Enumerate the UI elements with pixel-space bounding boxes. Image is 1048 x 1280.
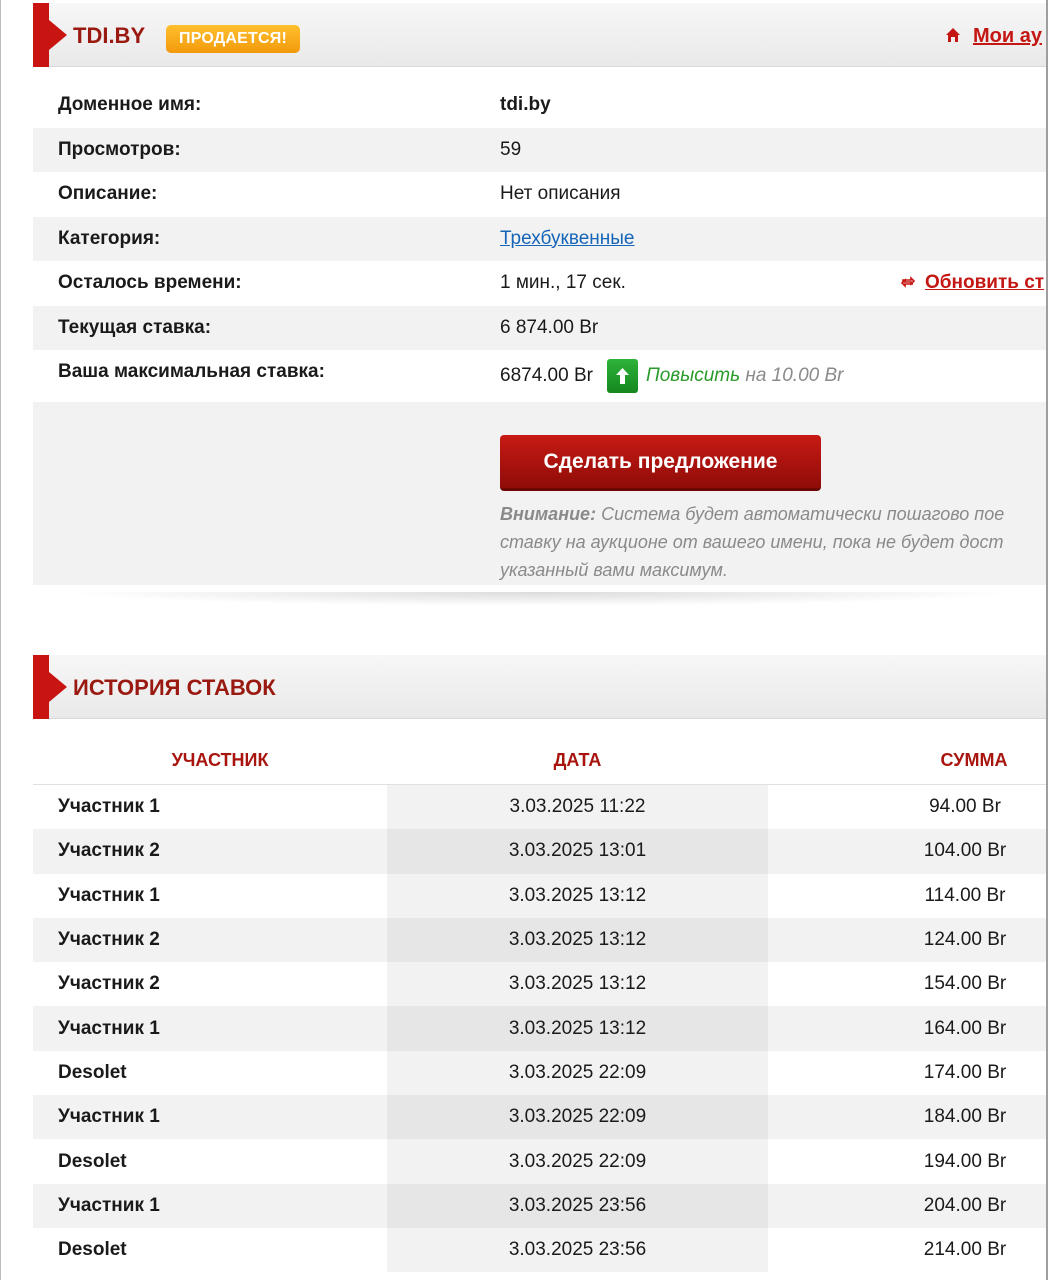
domain-label: Доменное имя:: [58, 94, 202, 116]
refresh-link[interactable]: [901, 272, 1044, 294]
info-row-views: [33, 128, 1048, 173]
raise-link[interactable]: Повысить: [645, 365, 741, 387]
table-row: [33, 1095, 1048, 1139]
amount-cell-text: 104.00 Br: [923, 840, 1007, 862]
history-flag: [33, 655, 49, 719]
participant-cell: [33, 785, 387, 829]
table-row: [33, 918, 1048, 962]
participant-cell-text: Участник 2: [58, 973, 160, 995]
time-left-label: Осталось времени:: [58, 272, 242, 294]
participant-cell-text: Участник 1: [58, 1106, 160, 1128]
column-header-amount[interactable]: СУММА: [940, 750, 1008, 770]
info-row-time-left: [33, 261, 1048, 306]
date-cell-text: 3.03.2025 23:56: [508, 1239, 647, 1261]
panel-shadow: [60, 592, 1020, 606]
date-cell: [387, 918, 768, 962]
category-value: [500, 228, 634, 250]
amount-cell: [768, 918, 1048, 962]
amount-cell: [768, 1095, 1048, 1139]
info-row-current-bid: [33, 306, 1048, 351]
amount-cell-text: 204.00 Br: [923, 1194, 1007, 1216]
date-cell: [387, 962, 768, 1006]
participant-cell-text: Участник 2: [58, 840, 160, 862]
date-cell: [387, 1095, 768, 1139]
description-label: Описание:: [58, 183, 158, 205]
date-cell: [387, 1051, 768, 1095]
my-auctions-link[interactable]: [945, 25, 1042, 48]
date-cell-text: 3.03.2025 13:12: [508, 973, 647, 995]
refresh-label: Обновить ст: [925, 272, 1045, 294]
bid-history-table-header: [33, 734, 1048, 785]
amount-cell: [768, 785, 1048, 829]
participant-cell-text: Desolet: [58, 1239, 127, 1261]
info-row-max-bid: [33, 350, 1048, 402]
bid-history-rows: [33, 785, 1048, 1272]
sale-badge: ПРОДАЕТСЯ!: [166, 25, 300, 53]
participant-cell-text: Участник 2: [58, 929, 160, 951]
amount-cell-text: 124.00 Br: [923, 929, 1007, 951]
participant-cell-text: Участник 1: [58, 796, 160, 818]
amount-cell: [768, 1184, 1048, 1228]
amount-cell: [768, 962, 1048, 1006]
date-cell-text: 3.03.2025 22:09: [508, 1150, 647, 1172]
amount-cell-text: 194.00 Br: [923, 1150, 1007, 1172]
bid-history-header: [33, 655, 1048, 719]
table-row: [33, 962, 1048, 1006]
date-cell: [387, 785, 768, 829]
bid-history-table: [33, 734, 1048, 1272]
site-title: TDI.BY: [73, 23, 146, 48]
header-flag: [33, 3, 49, 67]
table-row: [33, 829, 1048, 873]
my-auctions-label: Мои ау: [973, 25, 1042, 47]
info-row-description: [33, 172, 1048, 217]
category-label: Категория:: [58, 227, 161, 249]
date-cell-text: 3.03.2025 13:12: [508, 884, 647, 906]
domain-value: tdi.by: [500, 94, 551, 116]
date-cell: [387, 829, 768, 873]
current-bid-value: 6 874.00 Br: [500, 316, 599, 338]
refresh-icon: [901, 273, 915, 287]
amount-cell-text: 94.00 Br: [929, 796, 1001, 818]
views-label: Просмотров:: [58, 138, 181, 160]
participant-cell-text: Участник 1: [58, 1194, 160, 1216]
amount-cell: [768, 1139, 1048, 1183]
table-row: [33, 1184, 1048, 1228]
domain-panel-header: [33, 3, 1048, 67]
table-row: [33, 1051, 1048, 1095]
info-row-domain: [33, 83, 1048, 128]
participant-cell: [33, 874, 387, 918]
participant-cell-text: Desolet: [58, 1150, 127, 1172]
description-value: Нет описания: [500, 183, 621, 205]
domain-panel: [33, 3, 1048, 585]
date-cell: [387, 874, 768, 918]
amount-cell-text: 214.00 Br: [923, 1239, 1007, 1261]
amount-cell: [768, 1006, 1048, 1050]
table-row: [33, 874, 1048, 918]
participant-cell: [33, 1184, 387, 1228]
participant-cell: [33, 918, 387, 962]
amount-cell-text: 174.00 Br: [923, 1061, 1007, 1083]
participant-cell-text: Участник 1: [58, 1017, 160, 1039]
table-row: [33, 1228, 1048, 1272]
amount-cell-text: 184.00 Br: [923, 1106, 1007, 1128]
home-icon: [945, 26, 961, 42]
participant-cell-text: Участник 1: [58, 884, 160, 906]
amount-cell: [768, 874, 1048, 918]
date-cell-text: 3.03.2025 13:12: [508, 929, 647, 951]
table-row: [33, 785, 1048, 829]
participant-cell: [33, 1139, 387, 1183]
amount-cell-text: 164.00 Br: [923, 1017, 1007, 1039]
table-row: [33, 1139, 1048, 1183]
date-cell: [387, 1139, 768, 1183]
views-value: 59: [500, 138, 522, 160]
arrow-up-icon: [607, 359, 638, 393]
header-flag-arrow: [49, 20, 67, 50]
warning-title: Внимание:: [500, 504, 597, 524]
participant-cell: [33, 1051, 387, 1095]
max-bid-value: 6874.00 Br: [500, 365, 593, 387]
max-bid-label: Ваша максимальная ставка:: [58, 361, 325, 382]
column-header-date[interactable]: ДАТА: [553, 750, 602, 770]
participant-cell-text: Desolet: [58, 1061, 127, 1083]
date-cell-text: 3.03.2025 13:01: [508, 840, 647, 862]
current-bid-label: Текущая ставка:: [58, 316, 212, 338]
info-row-category: [33, 217, 1048, 262]
warning-text: Система будет автоматически пошагово пое ставку на аукционе от вашего имени, пока не будет дост указанный вами максимум.: [500, 504, 1005, 580]
participant-cell: [33, 1095, 387, 1139]
table-row: [33, 1006, 1048, 1050]
bid-history-title: ИСТОРИЯ СТАВОК: [73, 675, 276, 700]
date-cell: [387, 1184, 768, 1228]
history-flag-arrow: [49, 672, 67, 702]
date-cell-text: 3.03.2025 22:09: [508, 1061, 647, 1083]
column-header-participant[interactable]: УЧАСТНИК: [171, 750, 269, 770]
raise-button[interactable]: [607, 359, 638, 393]
raise-amount: на 10.00 Br: [745, 365, 844, 387]
date-cell: [387, 1228, 768, 1272]
amount-cell-text: 114.00 Br: [924, 884, 1006, 906]
participant-cell: [33, 829, 387, 873]
date-cell-text: 3.03.2025 23:56: [508, 1194, 647, 1216]
amount-cell-text: 154.00 Br: [923, 973, 1007, 995]
category-link[interactable]: Трехбуквенные: [500, 227, 635, 249]
date-cell: [387, 1006, 768, 1050]
make-offer-button[interactable]: Сделать предложение: [500, 435, 821, 491]
amount-cell: [768, 1051, 1048, 1095]
date-cell-text: 3.03.2025 13:12: [508, 1017, 647, 1039]
bid-history-panel: [33, 655, 1048, 1272]
participant-cell: [33, 1006, 387, 1050]
date-cell-text: 3.03.2025 11:22: [509, 796, 646, 818]
participant-cell: [33, 1228, 387, 1272]
max-bid-group: [500, 359, 844, 393]
amount-cell: [768, 1228, 1048, 1272]
date-cell-text: 3.03.2025 22:09: [508, 1106, 647, 1128]
time-left-value: 1 мин., 17 сек.: [500, 272, 626, 294]
participant-cell: [33, 962, 387, 1006]
offer-area: [33, 402, 1048, 585]
amount-cell: [768, 829, 1048, 873]
offer-warning: [500, 500, 1048, 584]
domain-info-table: [33, 83, 1048, 402]
